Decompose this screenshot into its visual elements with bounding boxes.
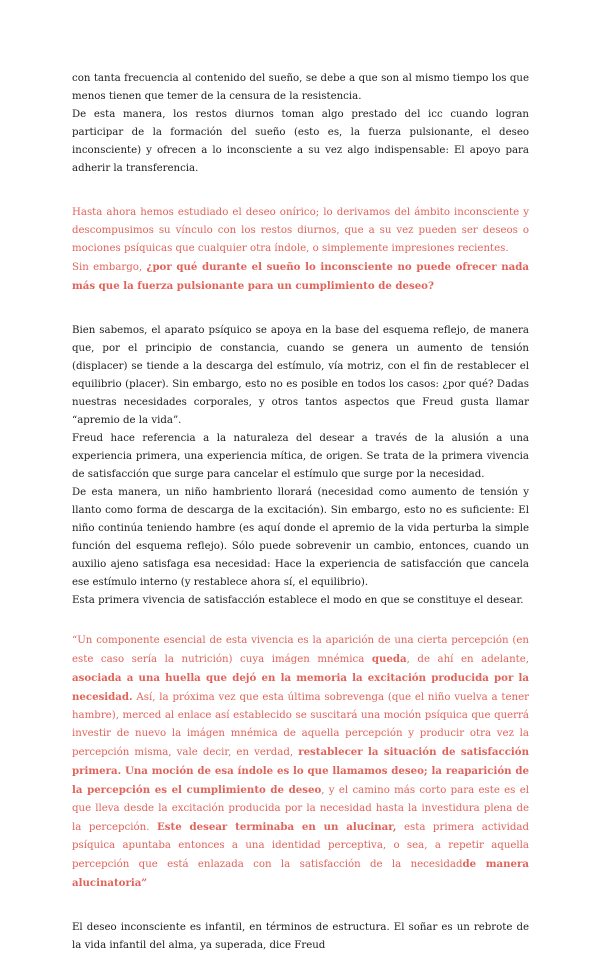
paragraph-2: De esta manera, los restos diurnos toman algo prestado del icc cuando logran participar de la formación del sueño (esto es, la fuerza pulsionante, el deseo inconsciente) y ofrecen a lo inconsciente a su vez algo indispensable: El apoyo para adherir la transferencia. xyxy=(72,109,529,174)
paragraph-5: Bien sabemos, el aparato psíquico se apoya en la base del esquema reflejo, de manera que, por el principio de constancia, cuando se genera un aumento de tensión (displacer) se tiende a la descarga del estímulo, vía motriz, con el fin de restablecer el equilibrio (placer). Sin embargo, esto no es posible en todos los casos: ¿por qué? Dadas nuestras necesidades corporales, y otros tantos aspectos que Freud gusta llamar “apremio de la vida”. xyxy=(72,325,529,426)
quote-bold-4: Este desear terminaba en un alucinar, xyxy=(156,821,397,833)
quote-text-4: , y el camino más corto para este es el que lleva desde la excitación producida por la necesidad hasta la investidura plena de la percepción. xyxy=(72,785,529,833)
paragraph-1: con tanta frecuencia al contenido del sueño, se debe a que son al mismo tiempo los que menos tienen que temer de la censura de la resistencia. xyxy=(72,73,529,102)
quote-bold-1: queda xyxy=(371,653,407,665)
paragraph-8: Esta primera vivencia de satisfacción establece el modo en que se constituye el desear. xyxy=(72,595,524,606)
quote-bold-5: de manera alucinatoria” xyxy=(72,858,530,889)
quote-text-1: “Un componente esencial de esta vivencia es la aparición de una cierta percepción (en este caso sería la nutrición) cuya imágen mnémica xyxy=(72,635,529,665)
page-content xyxy=(72,70,529,955)
quote-bold-2: asociada a una huella que dejó en la memoria la excitación producida por la necesidad. xyxy=(72,672,529,703)
highlighted-paragraph: Hasta ahora hemos estudiado el deseo onírico; lo derivamos del ámbito inconsciente y descompusimos su vínculo con los restos diurnos, que a su vez pueden ser deseos o mociones psíquicas que cualquier otra índole, o simplemente impresiones recientes. xyxy=(72,207,529,254)
question-bold: ¿por qué durante el sueño lo inconsciente no puede ofrecer nada más que la fuerza pulsionante para un cumplimiento de deseo? xyxy=(72,261,529,292)
highlighted-question xyxy=(72,258,529,296)
paragraph-7: De esta manera, un niño hambriento llorará (necesidad como aumento de tensión y llanto como forma de descarga de la excitación). Sin embargo, esto no es suficiente: El niño continúa teniendo hambre (es aquí donde el apremio de la vida perturba la simple función del esquema reflejo). Sólo puede sobrevenir un cambio, entonces, cuando un auxilio ajeno satisfaga esa necesidad: Hace la experiencia de satisfacción que cancela ese estímulo interno (y restablece ahora sí, el equilibrio). xyxy=(72,487,529,588)
quote-text-3: Así, la próxima vez que esta última sobrevenga (que el niño vuelva a tener hambre), merced al enlace así establecido se suscitará una moción psíquica que querrá investir de nuevo la imágen mnémica de aquella percepción y producir otra vez la percepción misma, vale decir, en verdad, xyxy=(72,692,529,758)
quote-text-2: , de ahí en adelante, xyxy=(406,654,529,665)
question-intro: Sin embargo, xyxy=(72,262,147,273)
quote-bold-3: restablecer la situación de satisfacción primera. Una moción de esa índole es lo que llamamos deseo; la reaparición de la percepción es el cumplimiento de deseo xyxy=(72,746,529,796)
paragraph-6: Freud hace referencia a la naturaleza del desear a través de la alusión a una experiencia primera, una experiencia mítica, de origen. Se trata de la primera vivencia de satisfacción que surge para cancelar el estímulo que surge por la necesidad. xyxy=(72,433,529,480)
freud-quote xyxy=(72,632,529,893)
paragraph-9: El deseo inconsciente es infantil, en términos de estructura. El soñar es un rebrote de la vida infantil del alma, ya superada, dice Freud xyxy=(72,922,529,951)
quote-text-5: esta primera actividad psíquica apuntaba entonces a una identidad perceptiva, o sea, a repetir aquella percepción que está enlazada con la satisfacción de la necesidad xyxy=(72,822,530,870)
